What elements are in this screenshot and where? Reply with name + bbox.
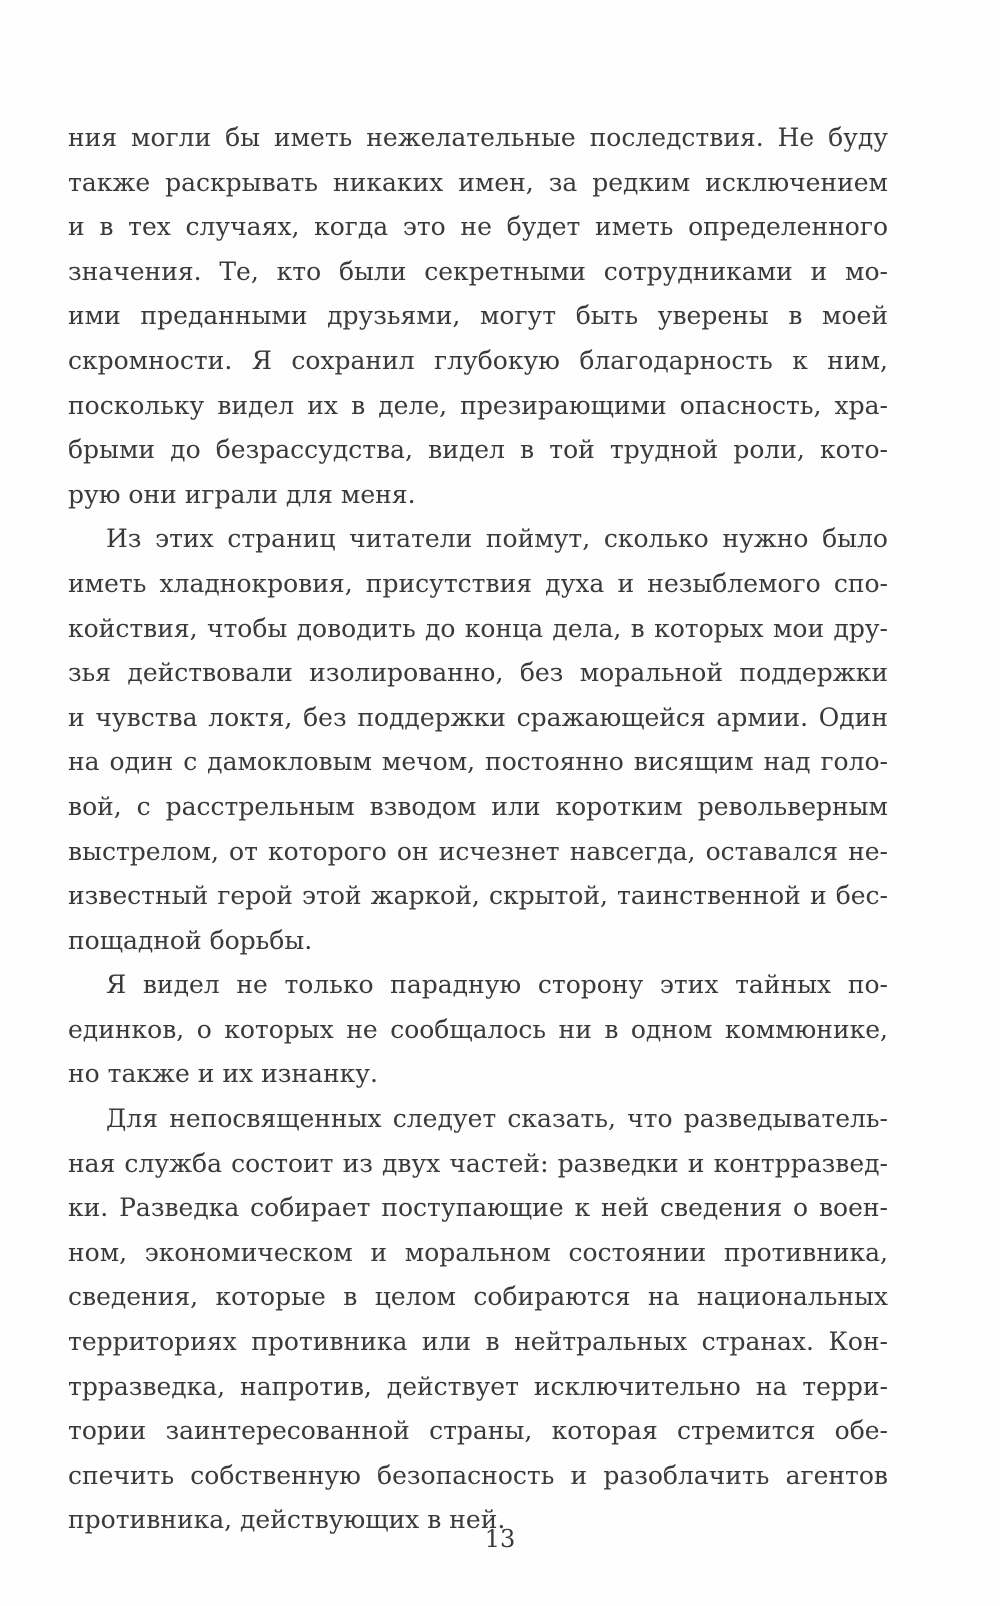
text-line: пощадной борьбы. [68, 925, 313, 955]
text-line: значения. Те, кто были секретными сотрудниками и мо- [68, 256, 888, 286]
text-line: Я видел не только парадную сторону этих тайных по- [106, 970, 888, 1000]
text-line: рую они играли для меня. [68, 479, 416, 509]
body-text [68, 116, 888, 1543]
text-line: противника, действующих в ней. [68, 1505, 506, 1535]
text-line: ки. Разведка собирает поступающие к ней сведения о воен- [68, 1193, 888, 1223]
text-line: брыми до безрассудства, видел в той трудной роли, кото- [68, 435, 888, 465]
text-line: ния могли бы иметь нежелательные последствия. Не буду [68, 123, 888, 152]
text-line: иметь хладнокровия, присутствия духа и незыблемого спо- [68, 568, 888, 598]
text-line: койствия, чтобы доводить до конца дела, в которых мои дру- [68, 613, 888, 643]
text-line: тории заинтересованной страны, которая стремится обе- [68, 1416, 888, 1446]
text-line: но также и их изнанку. [68, 1059, 378, 1089]
text-line: также раскрывать никаких имен, за редким исключением [68, 167, 888, 197]
text-line: спечить собственную безопасность и разоблачить агентов [68, 1460, 888, 1490]
paragraph-4 [68, 1097, 888, 1543]
text-line: ими преданными друзьями, могут быть уверены в моей [68, 301, 888, 331]
text-line: выстрелом, от которого он исчезнет навсегда, оставался не- [68, 836, 888, 866]
paragraph-2 [68, 517, 888, 963]
text-line: сведения, которые в целом собираются на национальных [68, 1282, 888, 1312]
paragraph-1 [68, 116, 888, 517]
text-line: скромности. Я сохранил глубокую благодарность к ним, [68, 345, 888, 375]
text-line: единков, о которых не сообщалось ни в одном коммюнике, [68, 1014, 888, 1044]
text-line: Для непосвященных следует сказать, что разведыватель- [106, 1104, 888, 1134]
text-line: вой, с расстрельным взводом или коротким револьверным [68, 791, 888, 821]
text-line: ная служба состоит из двух частей: разведки и контрразвед- [68, 1148, 888, 1178]
page-number: 13 [484, 1525, 516, 1553]
text-line: трразведка, напротив, действует исключительно на терри- [68, 1371, 888, 1401]
text-line: и в тех случаях, когда это не будет иметь определенного [68, 212, 888, 242]
paragraph-3 [68, 963, 888, 1097]
text-line: территориях противника или в нейтральных странах. Кон- [68, 1327, 888, 1357]
text-line: ном, экономическом и моральном состоянии противника, [68, 1237, 888, 1267]
text-line: зья действовали изолированно, без моральной поддержки [68, 658, 888, 688]
text-line: известный герой этой жаркой, скрытой, таинственной и бес- [68, 881, 888, 911]
text-line: и чувства локтя, без поддержки сражающейся армии. Один [68, 702, 888, 732]
text-line: поскольку видел их в деле, презирающими опасность, хра- [68, 390, 888, 420]
text-line: Из этих страниц читатели поймут, сколько нужно было [106, 524, 888, 554]
text-line: на один с дамокловым мечом, постоянно висящим над голо- [68, 747, 888, 777]
